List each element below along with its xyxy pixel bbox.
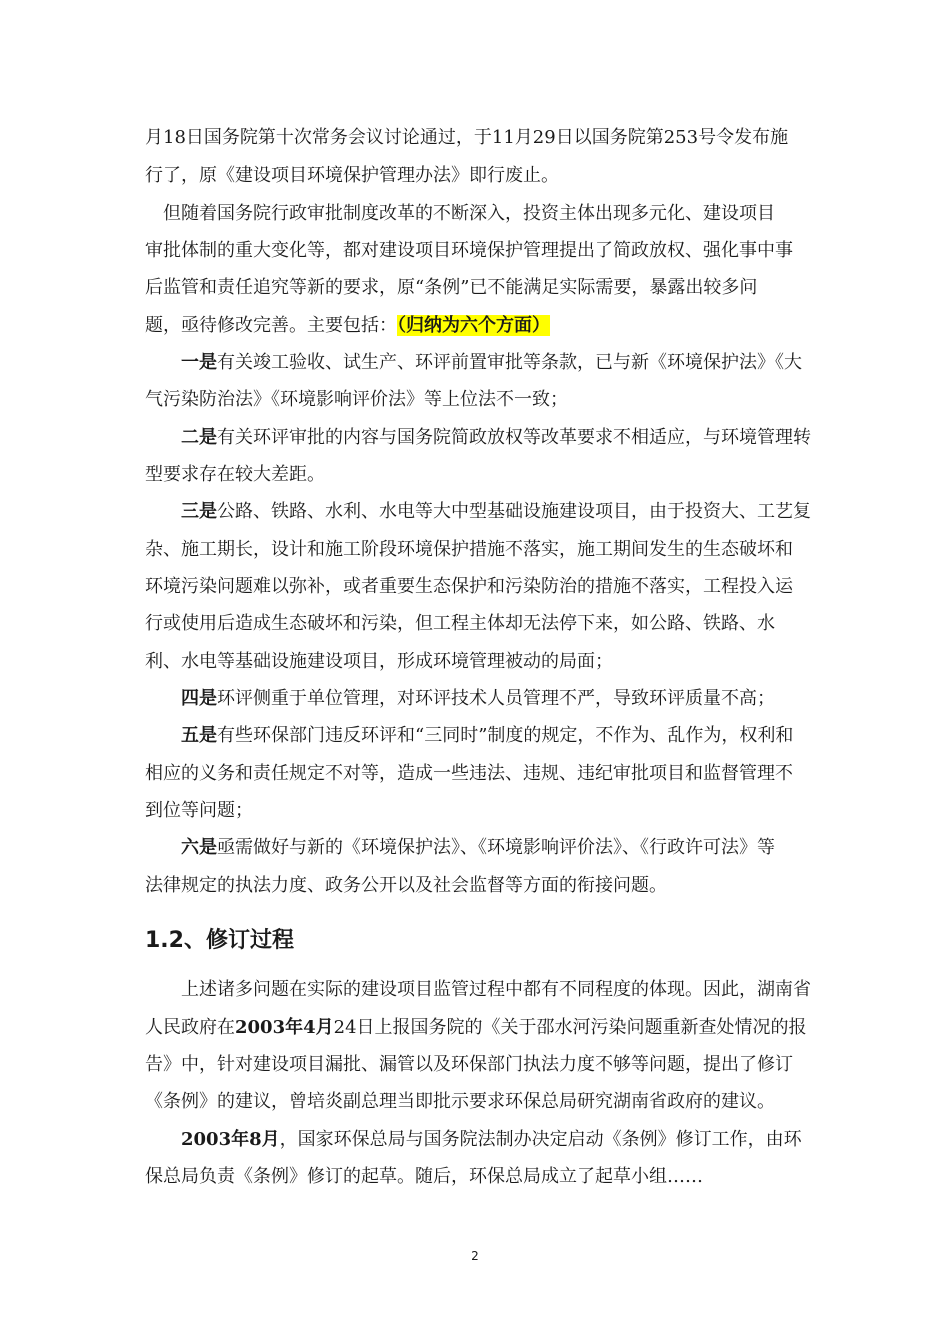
text-span <box>145 725 181 746</box>
bold-lead: 六是 <box>181 837 217 858</box>
text-line <box>145 687 775 711</box>
text-line <box>145 276 757 300</box>
text-span: 但随着国务院行政审批制度改革的不断深入，投资主体出现多元化、建设项目 <box>145 203 775 224</box>
text-span: 有关环评审批的内容与国务院简政放权等改革要求不相适应，与环境管理转 <box>217 427 811 448</box>
bold-lead: 五是 <box>181 725 217 746</box>
text-span <box>145 1129 181 1150</box>
bold-lead: 2003年4月 <box>235 1017 334 1038</box>
text-span <box>145 501 181 522</box>
text-line <box>145 202 775 226</box>
bold-lead: 三是 <box>181 501 217 522</box>
text-span: 《条例》的建议，曾培炎副总理当即批示要求环保总局研究湖南省政府的建议。 <box>145 1091 775 1112</box>
text-span: 环评侧重于单位管理，对环评技术人员管理不严，导致环评质量不高； <box>217 688 775 709</box>
text-span <box>145 837 181 858</box>
text-line <box>145 724 793 748</box>
text-line <box>145 463 325 487</box>
text-line <box>145 874 667 898</box>
text-line <box>145 650 613 674</box>
text-span: 审批体制的重大变化等，都对建设项目环境保护管理提出了简政放权、强化事中事 <box>145 240 793 261</box>
text-span: ，国家环保总局与国务院法制办决定启动《条例》修订工作，由环 <box>279 1129 802 1150</box>
text-line <box>145 164 559 188</box>
text-line <box>145 1090 775 1114</box>
text-line <box>145 575 793 599</box>
text-span: 气污染防治法》《环境影响评价法》等上位法不一致； <box>145 389 568 410</box>
bold-lead: 四是 <box>181 688 217 709</box>
text-span: 行或使用后造成生态破坏和污染，但工程主体却无法停下来，如公路、铁路、水 <box>145 613 775 634</box>
text-span: 行了，原《建设项目环境保护管理办法》即行废止。 <box>145 165 559 186</box>
text-line <box>145 978 811 1002</box>
text-span: 保总局负责《条例》修订的起草。随后，环保总局成立了起草小组…… <box>145 1166 703 1187</box>
text-span: 上述诸多问题在实际的建设项目监管过程中都有不同程度的体现。因此，湖南省 <box>145 979 811 1000</box>
text-line <box>145 1016 807 1040</box>
text-line <box>145 239 793 263</box>
bold-lead: 二是 <box>181 427 217 448</box>
text-span: 人民政府在 <box>145 1017 235 1038</box>
highlight-note: （归纳为六个方面） <box>397 315 550 336</box>
text-line <box>145 612 775 636</box>
text-span: 后监管和责任追究等新的要求，原“条例”已不能满足实际需要，暴露出较多问 <box>145 277 758 298</box>
text-span: 利、水电等基础设施建设项目，形成环境管理被动的局面； <box>145 651 613 672</box>
text-span: 型要求存在较大差距。 <box>145 464 325 485</box>
text-line <box>145 799 253 823</box>
text-line <box>145 836 775 860</box>
text-span: 有关竣工验收、试生产、环评前置审批等条款，已与新《环境保护法》《大 <box>217 352 802 373</box>
text-span: 题，亟待修改完善。主要包括： <box>145 315 397 336</box>
text-span <box>145 688 181 709</box>
text-line <box>145 1053 793 1077</box>
text-span: 亟需做好与新的《环境保护法》、《环境影响评价法》、《行政许可法》等 <box>217 837 775 858</box>
section-heading: 1.2、修订过程 <box>145 928 294 953</box>
text-span: 24日上报国务院的《关于邵水河污染问题重新查处情况的报 <box>333 1017 807 1038</box>
text-span: 告》中，针对建设项目漏批、漏管以及环保部门执法力度不够等问题，提出了修订 <box>145 1054 793 1075</box>
text-span: 法律规定的执法力度、政务公开以及社会监督等方面的衔接问题。 <box>145 875 667 896</box>
text-span <box>145 352 181 373</box>
text-span <box>145 427 181 448</box>
text-span: 月18日国务院第十次常务会议讨论通过，于11月29日以国务院第253号令发布施 <box>145 127 789 148</box>
text-line <box>145 1165 703 1189</box>
text-span: 环境污染问题难以弥补，或者重要生态保护和污染防治的措施不落实，工程投入运 <box>145 576 793 597</box>
text-span: 杂、施工期长，设计和施工阶段环境保护措施不落实，施工期间发生的生态破坏和 <box>145 539 793 560</box>
text-line <box>145 351 802 375</box>
text-line <box>145 500 811 524</box>
text-span: 相应的义务和责任规定不对等，造成一些违法、违规、违纪审批项目和监督管理不 <box>145 763 793 784</box>
text-line <box>145 1128 802 1152</box>
text-line <box>145 126 788 150</box>
text-line <box>145 426 811 450</box>
bold-lead: 一是 <box>181 352 217 373</box>
text-line <box>145 314 550 338</box>
page-number: 2 <box>471 1249 479 1263</box>
text-line <box>145 388 568 412</box>
text-line <box>145 762 793 786</box>
text-span: 有些环保部门违反环评和“三同时”制度的规定，不作为、乱作为，权利和 <box>217 725 794 746</box>
text-line <box>145 538 793 562</box>
bold-lead: 2003年8月 <box>181 1129 280 1150</box>
text-span: 公路、铁路、水利、水电等大中型基础设施建设项目，由于投资大、工艺复 <box>217 501 811 522</box>
text-span: 到位等问题； <box>145 800 253 821</box>
